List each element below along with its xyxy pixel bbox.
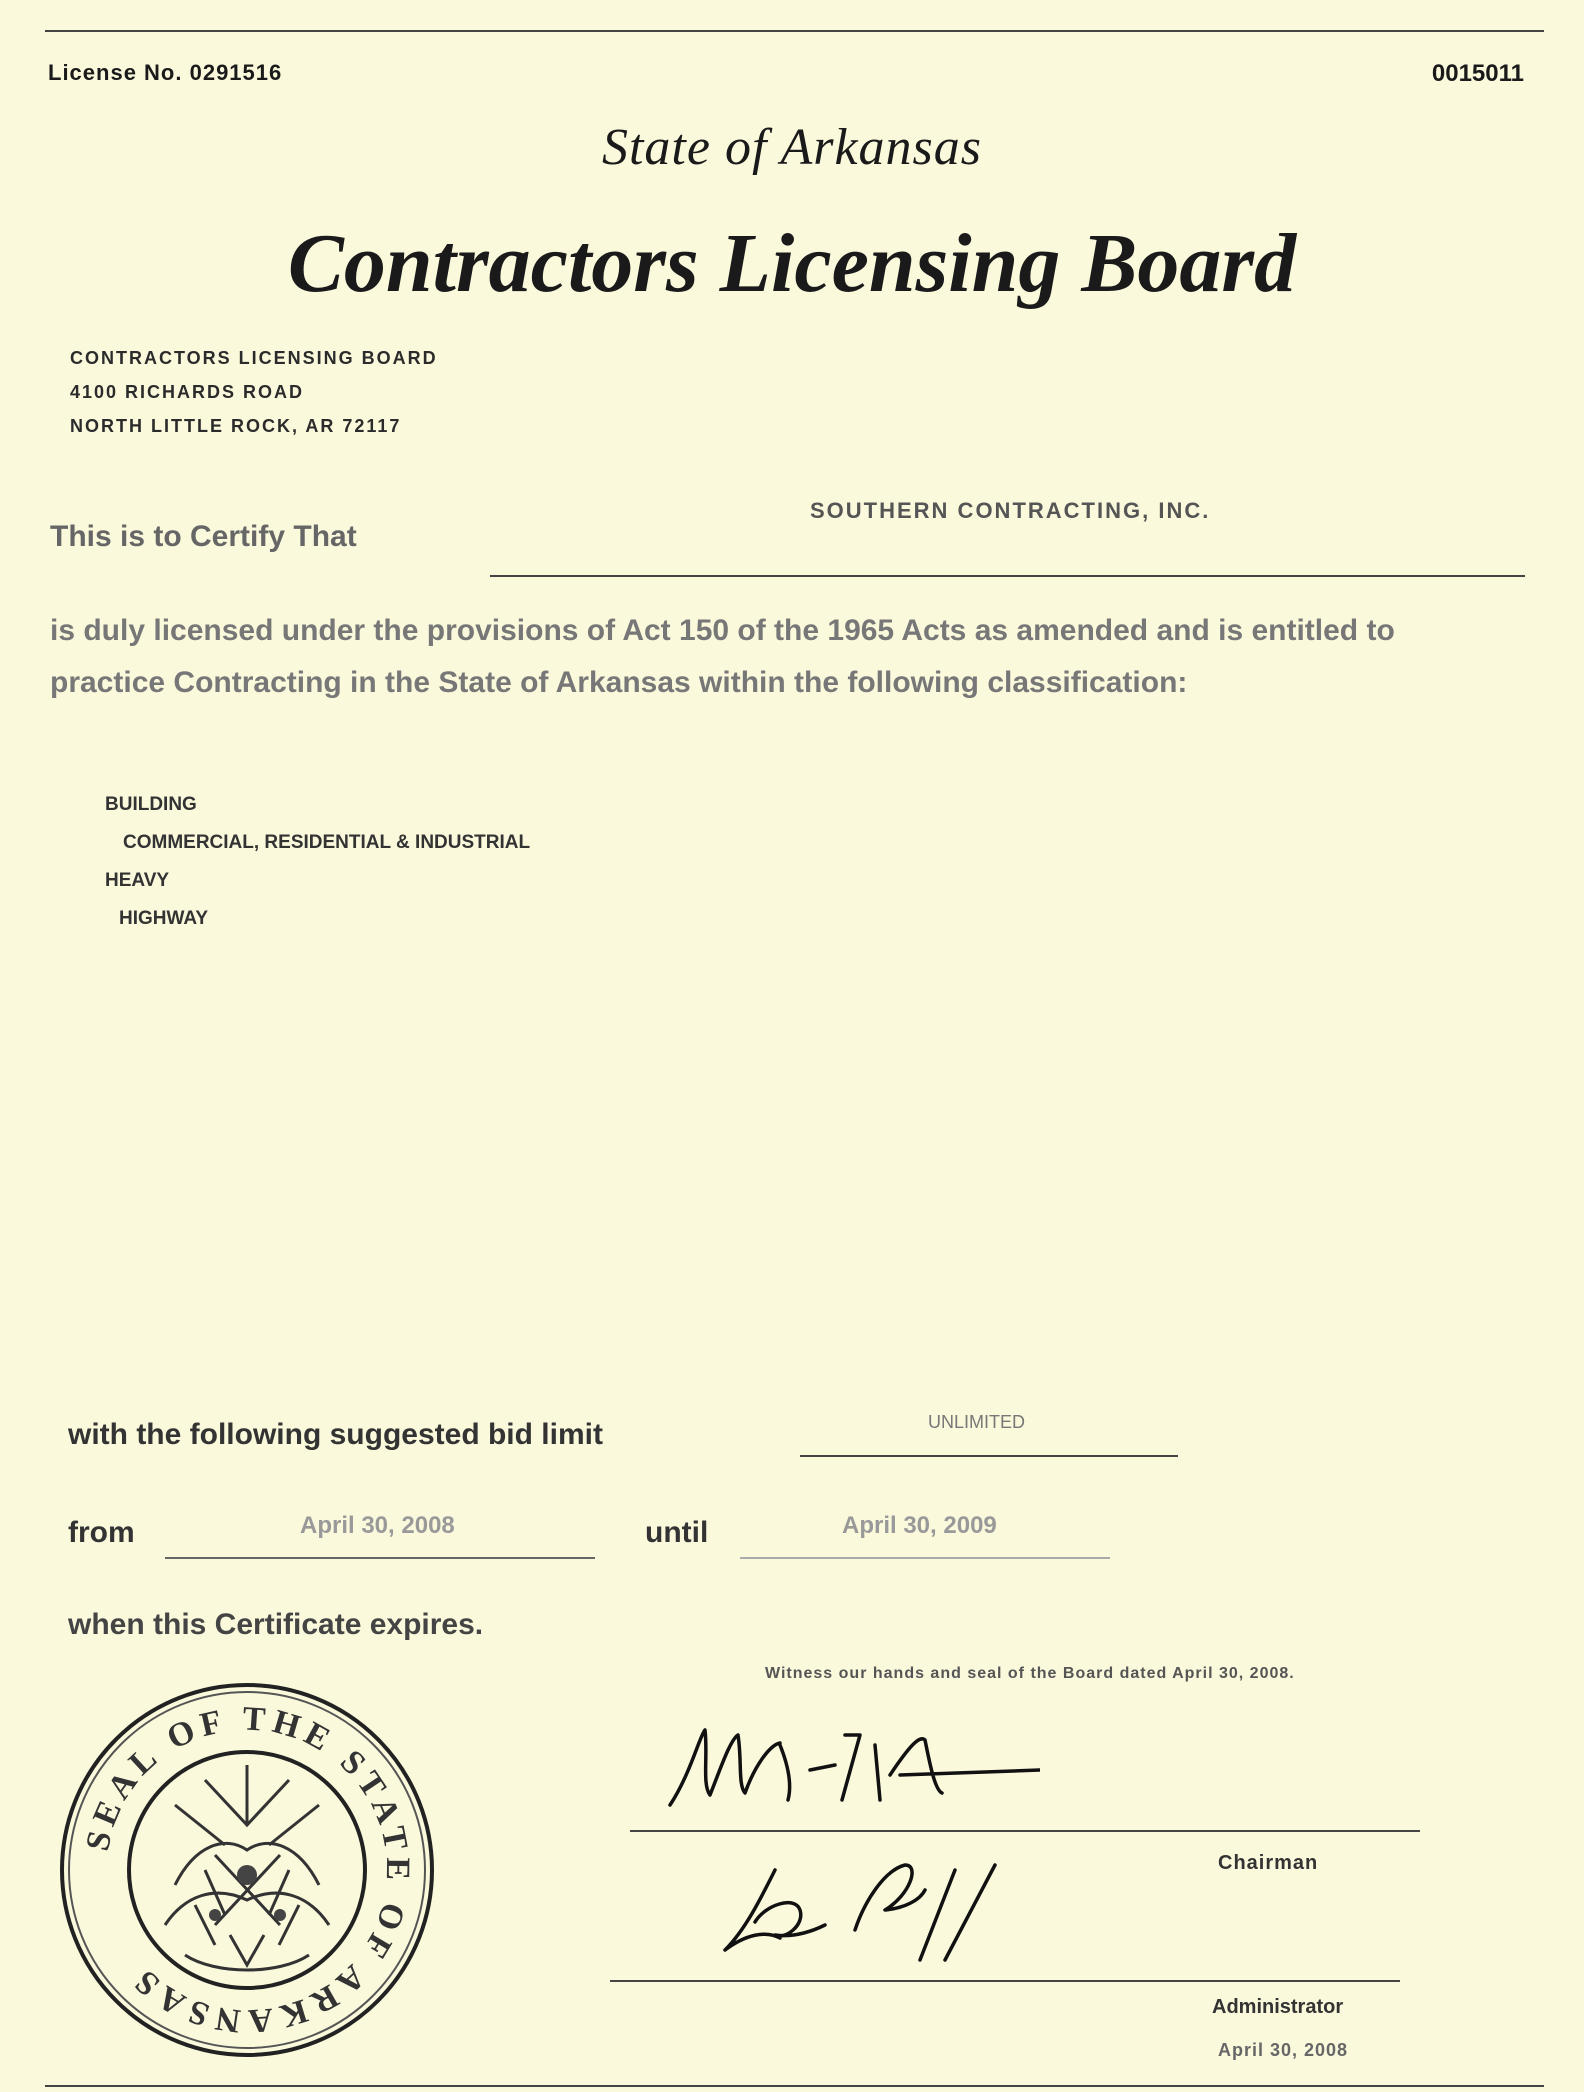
- witness-notice: Witness our hands and seal of the Board dated April 30, 2008.: [765, 1665, 1295, 1682]
- bottom-border: [45, 2085, 1544, 2087]
- administrator-label: Administrator: [1212, 1996, 1344, 2018]
- address-line-1: CONTRACTORS LICENSING BOARD: [70, 348, 438, 368]
- classification-item: COMMERCIAL, RESIDENTIAL & INDUSTRIAL: [123, 832, 531, 853]
- chairman-signature-line: [630, 1830, 1420, 1832]
- seal-legend: SEAL OF THE STATE OF ARKANSAS: [79, 1700, 417, 2040]
- until-date: April 30, 2009: [842, 1512, 997, 1539]
- until-underline: [740, 1557, 1110, 1559]
- classification-item: BUILDING: [105, 794, 197, 815]
- from-date: April 30, 2008: [300, 1512, 455, 1539]
- classification-item: HIGHWAY: [119, 908, 209, 929]
- until-label: until: [645, 1516, 709, 1549]
- bid-limit-label: with the following suggested bid limit: [68, 1418, 603, 1451]
- license-number: License No. 0291516: [48, 60, 283, 85]
- certificate-body: is duly licensed under the provisions of Act 150 of the 1965 Acts as amended and is entitled to practice Contracting in the State of Arkansas within the following classification:: [50, 614, 1395, 699]
- issue-date: April 30, 2008: [1218, 2040, 1349, 2060]
- administrator-signature: [705, 1850, 1065, 1965]
- address-line-3: NORTH LITTLE ROCK, AR 72117: [70, 416, 402, 436]
- contractor-name: SOUTHERN CONTRACTING, INC.: [810, 498, 1211, 523]
- top-border: [45, 30, 1544, 32]
- name-underline: [490, 575, 1525, 577]
- classification-item: HEAVY: [105, 870, 170, 891]
- bid-limit-value: UNLIMITED: [928, 1412, 1026, 1432]
- classification-list: [105, 786, 530, 938]
- state-seal-emblem: [55, 1675, 440, 2065]
- chairman-label: Chairman: [1218, 1852, 1319, 1874]
- expiration-text: when this Certificate expires.: [68, 1608, 484, 1641]
- administrator-signature-line: [610, 1980, 1400, 1982]
- chairman-signature: [660, 1715, 1040, 1820]
- address-line-2: 4100 RICHARDS ROAD: [70, 382, 305, 402]
- from-underline: [165, 1557, 595, 1559]
- state-heading: State of Arkansas: [601, 119, 983, 176]
- certificate-code: 0015011: [1431, 60, 1524, 87]
- from-label: from: [68, 1516, 135, 1549]
- bid-limit-underline: [800, 1455, 1178, 1457]
- certify-label: This is to Certify That: [50, 520, 357, 553]
- board-title: Contractors Licensing Board: [287, 217, 1297, 310]
